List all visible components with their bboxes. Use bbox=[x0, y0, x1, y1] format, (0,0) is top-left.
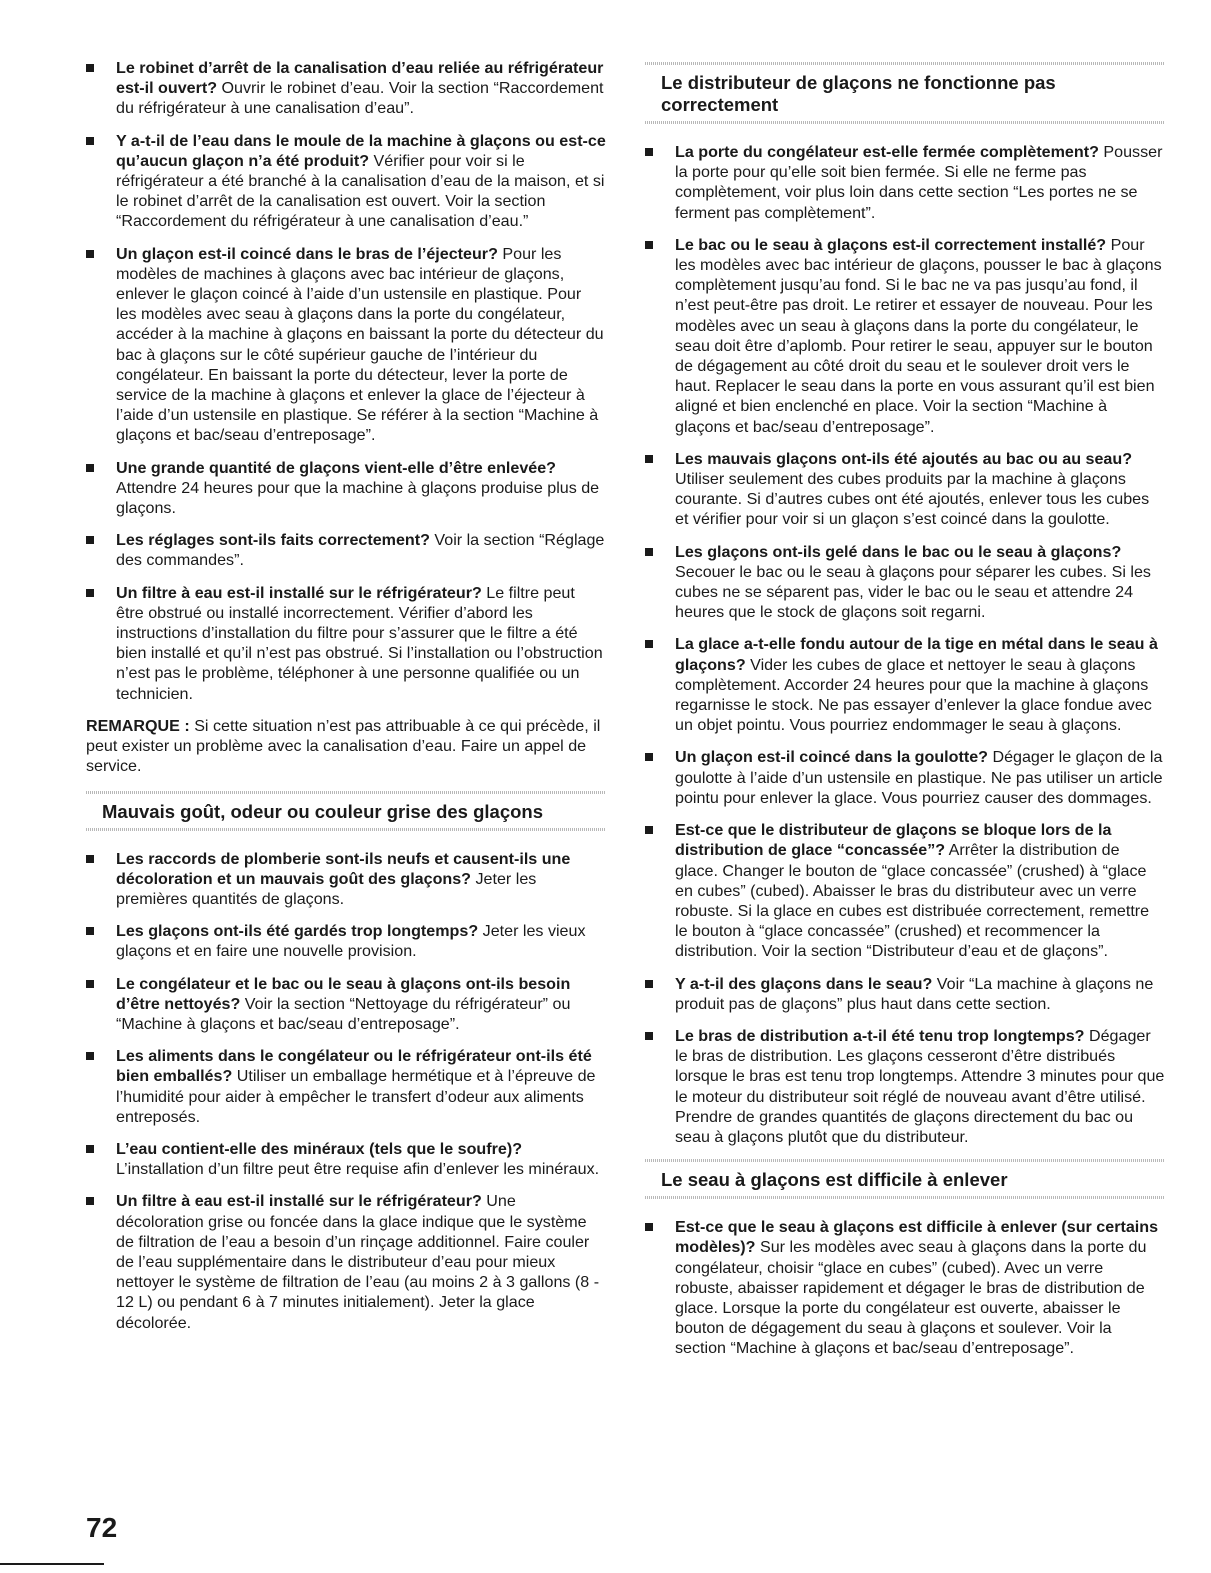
list-item bbox=[645, 820, 1165, 961]
item-question: Un filtre à eau est-il installé sur le réfrigérateur? bbox=[116, 583, 482, 602]
bullet-icon bbox=[86, 64, 94, 72]
left-top-list bbox=[86, 58, 606, 704]
bullet-icon bbox=[86, 1145, 94, 1153]
bullet-icon bbox=[86, 927, 94, 935]
bullet-icon bbox=[645, 1032, 653, 1040]
item-question: Les réglages sont-ils faits correctement? bbox=[116, 531, 430, 550]
left-section-list bbox=[86, 849, 606, 1333]
list-item bbox=[645, 1217, 1165, 1358]
section-heading-taste: Mauvais goût, odeur ou couleur grise des glaçons bbox=[86, 791, 606, 831]
item-question: Le congélateur et le bac ou le seau à glaçons ont-ils besoin d’être nettoyés? bbox=[116, 974, 571, 1013]
item-answer: Une décoloration grise ou foncée dans la glace indique que le système de filtration de l’eau a besoin d’un rinçage additionnel. Faire couler de l’eau supplémentaire dans le distributeur d’eau pour mieux nettoyer le système de filtration de l’eau (au moins 2 à 3 gallons (8 - 12 L) ou pendant 6 à 7 minutes initialement). Jeter la glace décolorée. bbox=[116, 1192, 600, 1332]
item-answer: Voir la section “Réglage des commandes”. bbox=[116, 531, 605, 570]
item-question: Le robinet d’arrêt de la canalisation d’eau reliée au réfrigérateur est-il ouvert? bbox=[116, 59, 604, 98]
list-item bbox=[86, 1191, 606, 1332]
item-answer: L’installation d’un filtre peut être requise afin d’enlever les minéraux. bbox=[116, 1160, 600, 1179]
list-item bbox=[645, 449, 1165, 530]
list-item bbox=[645, 634, 1165, 735]
item-answer: Secouer le bac ou le seau à glaçons pour séparer les cubes. Si les cubes ne se séparent pas, vider le bac ou le seau et attendre 24 heures que le stock de glaçons soit regarni. bbox=[675, 562, 1151, 622]
item-answer: Pour les modèles avec bac intérieur de glaçons, pousser le bac à glaçons complètement jusqu’au fond. Si le bac ne va pas jusqu’au fond, il n’est peut-être pas droit. Le retirer et essayer de nouveau. Pour les modèles avec un seau à glaçons dans la porte du congélateur, le seau doit être d’aplomb. Pour retirer le seau, appuyer sur le bouton de dégagement au côté droit du seau et le soulever droit vers le haut. Replacer le seau dans la porte en vous assurant qu’il est bien aligné et bien enclenché en place. Voir la section “Machine à glaçons et bac/seau d’entreposage”. bbox=[675, 235, 1162, 436]
item-answer: Jeter les premières quantités de glaçons. bbox=[116, 869, 537, 908]
item-question: Est-ce que le distributeur de glaçons se bloque lors de la distribution de glace “concassée”? bbox=[675, 821, 1112, 860]
item-answer: Le filtre peut être obstrué ou installé incorrectement. Vérifier d’abord les instructions d’installation du filtre pour s’assurer que le filtre a été bien installé et qu’il n’est pas obstrué. Si l’installation ou l’obstruction n’est pas le problème, téléphoner à une personne qualifiée ou un technicien. bbox=[116, 583, 603, 703]
bullet-icon bbox=[86, 536, 94, 544]
list-item bbox=[645, 142, 1165, 223]
right-column bbox=[645, 58, 1165, 1371]
list-item bbox=[86, 131, 606, 232]
list-item bbox=[86, 58, 606, 119]
item-answer: Sur les modèles avec seau à glaçons dans la porte du congélateur, choisir “glace en cubes” (cubed). Avec un verre robuste, abaisser rapidement et dégager le bras de distribution de glace. Lorsque la porte du congélateur est ouverte, abaisser le bouton de dégagement du seau à glaçons et soulever. Voir la section “Machine à glaçons et bac/seau d’entreposage”. bbox=[675, 1238, 1147, 1358]
item-answer: Dégager le bras de distribution. Les glaçons cesseront d’être distribués lorsque le bras est tenu trop longtemps. Attendre 3 minutes pour que le moteur du distributeur soit réglé de nouveau avant d’être utilisé. Prendre de grandes quantités de glaçons directement du bac ou seau à glaçons plutôt que du distributeur. bbox=[675, 1026, 1165, 1146]
item-answer: Ouvrir le robinet d’eau. Voir la section “Raccordement du réfrigérateur à une canalisation d’eau”. bbox=[116, 79, 604, 118]
remark-text: Si cette situation n’est pas attribuable à ce qui précède, il peut exister un problème avec la canalisation d’eau. Faire un appel de service. bbox=[86, 716, 601, 776]
bullet-icon bbox=[645, 753, 653, 761]
bullet-icon bbox=[86, 855, 94, 863]
item-answer: Utiliser un emballage hermétique et à l’épreuve de l’humidité pour aider à empêcher le transfert d’odeur aux aliments entreposés. bbox=[116, 1067, 596, 1126]
list-item bbox=[86, 583, 606, 704]
item-question: Les glaçons ont-ils gelé dans le bac ou le seau à glaçons? bbox=[675, 542, 1122, 561]
page-number: 72 bbox=[86, 1512, 118, 1543]
list-item bbox=[86, 1139, 606, 1179]
right-section2-list bbox=[645, 1217, 1165, 1358]
item-answer: Vider les cubes de glace et nettoyer le seau à glaçons complètement. Accorder 24 heures pour que la machine à glaçons regarnisse le stock. Ne pas essayer d’enlever la glace fondue avec un objet pointu. Vous pourriez endommager le seau à glaçons. bbox=[675, 655, 1152, 735]
bullet-icon bbox=[645, 148, 653, 156]
section-heading-dispenser: Le distributeur de glaçons ne fonctionne pas correctement bbox=[645, 62, 1165, 124]
list-item bbox=[86, 530, 606, 570]
item-answer: Jeter les vieux glaçons et en faire une nouvelle provision. bbox=[116, 922, 586, 961]
footer-rule bbox=[0, 1563, 104, 1565]
bullet-icon bbox=[86, 1052, 94, 1060]
list-item bbox=[645, 235, 1165, 437]
item-question: L’eau contient-elle des minéraux (tels que le soufre)? bbox=[116, 1139, 523, 1158]
bullet-icon bbox=[645, 455, 653, 463]
list-item bbox=[645, 542, 1165, 623]
bullet-icon bbox=[645, 241, 653, 249]
left-column bbox=[86, 58, 606, 1345]
item-question: La glace a-t-elle fondu autour de la tige en métal dans le seau à glaçons? bbox=[675, 635, 1158, 674]
bullet-icon bbox=[645, 980, 653, 988]
item-question: Le bac ou le seau à glaçons est-il correctement installé? bbox=[675, 235, 1107, 254]
bullet-icon bbox=[86, 250, 94, 258]
list-item bbox=[86, 458, 606, 519]
bullet-icon bbox=[86, 1197, 94, 1205]
bullet-icon bbox=[86, 137, 94, 145]
bullet-icon bbox=[645, 640, 653, 648]
list-item bbox=[86, 974, 606, 1035]
item-question: Est-ce que le seau à glaçons est difficile à enlever (sur certains modèles)? bbox=[675, 1218, 1159, 1257]
remark-note bbox=[86, 716, 606, 777]
item-question: Un glaçon est-il coincé dans la goulotte? bbox=[675, 748, 988, 767]
item-answer: Attendre 24 heures pour que la machine à glaçons produise plus de glaçons. bbox=[116, 478, 600, 518]
list-item bbox=[86, 849, 606, 910]
section-heading-bucket: Le seau à glaçons est difficile à enlever bbox=[645, 1159, 1165, 1199]
bullet-icon bbox=[645, 1223, 653, 1231]
item-question: Les mauvais glaçons ont-ils été ajoutés au bac ou au seau? bbox=[675, 449, 1133, 468]
item-question: Le bras de distribution a-t-il été tenu trop longtemps? bbox=[675, 1026, 1085, 1045]
bullet-icon bbox=[86, 980, 94, 988]
remark-label: REMARQUE : bbox=[86, 716, 190, 735]
item-answer: Voir “La machine à glaçons ne produit pas de glaçons” plus haut dans cette section. bbox=[675, 974, 1154, 1013]
item-question: Un glaçon est-il coincé dans le bras de l’éjecteur? bbox=[116, 244, 498, 263]
list-item bbox=[86, 921, 606, 961]
right-section1-list bbox=[645, 142, 1165, 1147]
item-question: Les raccords de plomberie sont-ils neufs et causent-ils une décoloration et un mauvais goût des glaçons? bbox=[116, 849, 571, 888]
bullet-icon bbox=[86, 589, 94, 597]
list-item bbox=[645, 747, 1165, 808]
item-answer: Dégager le glaçon de la goulotte à l’aide d’un ustensile en plastique. Ne pas utiliser un article pointu pour enlever la glace. Vous pourriez causer des dommages. bbox=[675, 748, 1163, 807]
item-answer: Utiliser seulement des cubes produits par la machine à glaçons courante. Si d’autres cubes ont été ajoutés, enlever tous les cubes et vérifier pour voir si un glaçon s’est coincé dans la goulotte. bbox=[675, 470, 1150, 529]
item-answer: Vérifier pour voir si le réfrigérateur a été branché à la canalisation d’eau de la maison, et si le robinet d’arrêt de la canalisation est ouvert. Voir la section “Raccordement du réfrigérateur à une canalisation d’eau.” bbox=[116, 151, 605, 231]
item-answer: Pousser la porte pour qu’elle soit bien fermée. Si elle ne ferme pas complètement, voir plus loin dans cette section “Les portes ne se ferment pas complètement”. bbox=[675, 143, 1163, 222]
item-question: Y a-t-il des glaçons dans le seau? bbox=[675, 974, 933, 993]
list-item bbox=[645, 1026, 1165, 1147]
item-question: Les glaçons ont-ils été gardés trop longtemps? bbox=[116, 922, 479, 941]
list-item bbox=[645, 974, 1165, 1014]
item-answer: Voir la section “Nettoyage du réfrigérateur” ou “Machine à glaçons et bac/seau d’entreposage”. bbox=[116, 994, 571, 1033]
item-question: Une grande quantité de glaçons vient-elle d’être enlevée? bbox=[116, 458, 557, 477]
bullet-icon bbox=[645, 826, 653, 834]
item-question: Un filtre à eau est-il installé sur le réfrigérateur? bbox=[116, 1192, 482, 1211]
list-item bbox=[86, 1046, 606, 1127]
item-question: Y a-t-il de l’eau dans le moule de la machine à glaçons ou est-ce qu’aucun glaçon n’a été produit? bbox=[116, 131, 606, 170]
bullet-icon bbox=[86, 464, 94, 472]
item-answer: Arrêter la distribution de glace. Changer le bouton de “glace concassée” (crushed) à “glace en cubes” (cubed). Abaisser le bras du distributeur avec un verre robuste. Si la glace en cubes est distribuée correctement, remettre le bouton à “glace concassée” (crushed) et recommencer la distribution. Voir la section “Distributeur d’eau et de glaçons”. bbox=[675, 841, 1150, 961]
item-answer: Pour les modèles de machines à glaçons avec bac intérieur de glaçons, enlever le glaçon coincé à l’aide d’un ustensile en plastique. Pour les modèles avec seau à glaçons dans la porte du congélateur, accéder à la machine à glaçons en baissant la porte du détecteur du bac à glaçons sur le côté supérieur gauche de l’intérieur du congélateur. En baissant la porte du détecteur, lever la porte de service de la machine à glaçons et enlever la glace de l’éjecteur à l’aide d’un ustensile en plastique. Se référer à la section “Machine à glaçons et bac/seau d’entreposage”. bbox=[116, 244, 604, 445]
item-question: Les aliments dans le congélateur ou le réfrigérateur ont-ils été bien emballés? bbox=[116, 1047, 592, 1086]
bullet-icon bbox=[645, 548, 653, 556]
list-item bbox=[86, 244, 606, 446]
item-question: La porte du congélateur est-elle fermée complètement? bbox=[675, 143, 1099, 161]
